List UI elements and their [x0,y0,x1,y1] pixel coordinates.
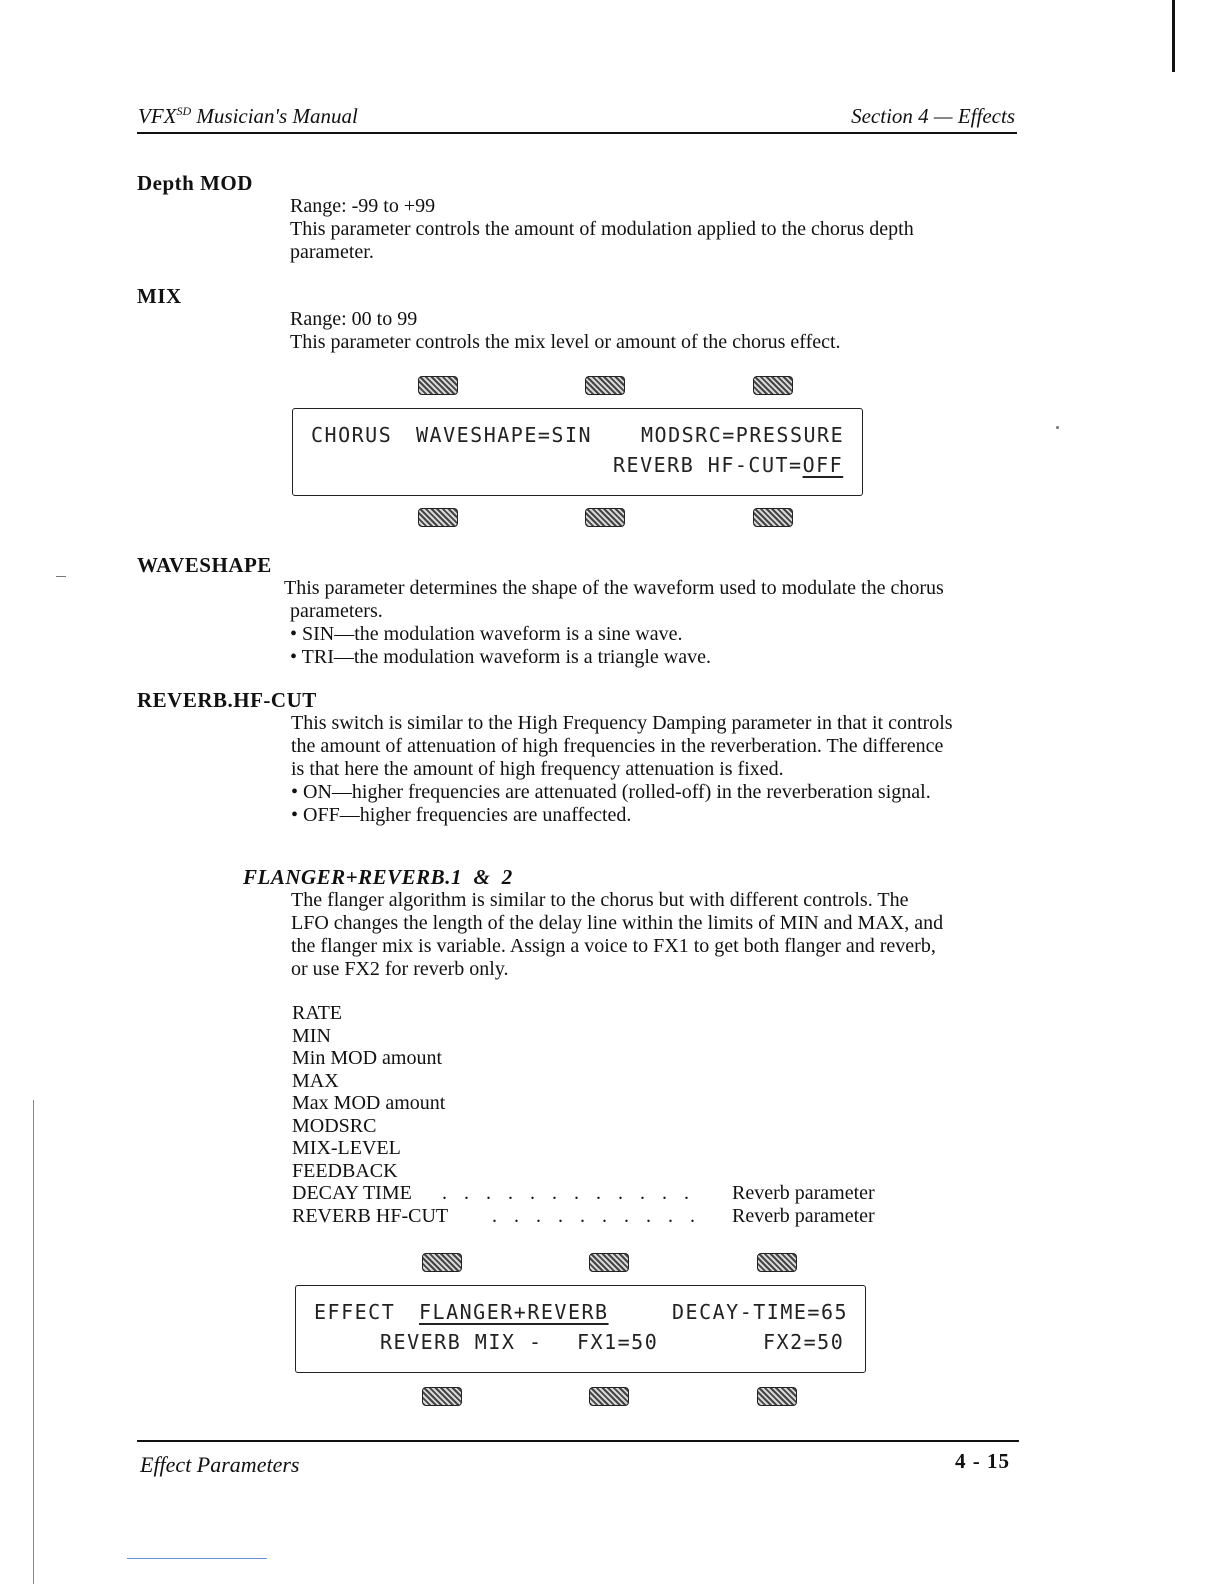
reverb-hfcut-heading: REVERB.HF-CUT [137,688,317,712]
soft-button-top-right[interactable] [757,1253,797,1272]
reverb-param-row [292,1182,912,1206]
reverb-hfcut-bullet: • ON—higher frequencies are attenuated (rolled-off) in the reverberation signal. [291,781,931,803]
depth-mod-body [290,195,914,264]
lcd-cell: FX2=50 [763,1330,845,1354]
soft-button-top-right[interactable] [753,376,793,395]
lcd-cursor-value: FLANGER+REVERB [419,1300,609,1324]
soft-button-bottom-center[interactable] [585,508,625,527]
header-rule [137,132,1017,134]
soft-button-bottom-left[interactable] [418,508,458,527]
param-item: FEEDBACK [292,1159,398,1182]
param-item: RATE [292,1002,342,1024]
scan-artifact-line [127,1558,267,1559]
soft-button-bottom-right[interactable] [753,508,793,527]
param-note: Reverb parameter [732,1205,875,1227]
param-item: REVERB HF-CUT [292,1205,449,1227]
page-edge-mark [1172,0,1175,72]
soft-button-bottom-center[interactable] [589,1387,629,1406]
depth-mod-text-line: parameter. [290,241,374,263]
waveshape-body [284,577,944,669]
flanger-heading: FLANGER+REVERB.1 & 2 [243,865,513,889]
param-item: DECAY TIME [292,1182,412,1204]
page-number: 4 - 15 [955,1449,1010,1473]
depth-mod-heading: Depth MOD [137,171,253,195]
leader-dots: . . . . . . . . . . . . [442,1182,695,1204]
mix-heading: MIX [137,284,182,308]
reverb-hfcut-body [291,712,953,827]
depth-mod-text-line: This parameter controls the amount of modulation applied to the chorus depth [290,218,914,240]
waveshape-bullet: • TRI—the modulation waveform is a triangle wave. [290,646,711,668]
reverb-hfcut-text-line: This switch is similar to the High Frequency Damping parameter in that it controls [291,712,953,734]
soft-button-top-left[interactable] [422,1253,462,1272]
margin-dot [1056,426,1059,429]
param-note: Reverb parameter [732,1182,875,1204]
soft-button-bottom-right[interactable] [757,1387,797,1406]
param-item: MIN [292,1024,331,1047]
mix-body [290,308,841,354]
lcd-cell: MODSRC=PRESSURE [641,423,845,447]
reverb-hfcut-text-line: the amount of attenuation of high frequencies in the reverberation. The difference [291,735,944,757]
waveshape-text-line: parameters. [290,600,383,622]
lcd-cell: FX1=50 [577,1330,659,1354]
reverb-hfcut-text-line: is that here the amount of high frequency attenuation is fixed. [291,758,784,780]
lcd-cell: REVERB MIX - [380,1330,543,1354]
param-item: Min MOD amount [292,1047,442,1069]
flanger-param-list [292,1002,445,1182]
soft-button-bottom-left[interactable] [422,1387,462,1406]
leader-dots: . . . . . . . . . . [492,1205,701,1227]
running-header-title: $VFX^{SD}$ Musician's Manual [138,104,358,128]
margin-tick [56,576,66,577]
footer-rule [137,1440,1019,1442]
param-item: MIX-LEVEL [292,1137,401,1159]
lcd-cell: CHORUS [311,423,393,447]
reverb-hfcut-bullet: • OFF—higher frequencies are unaffected. [291,804,632,826]
flanger-text-line: the flanger mix is variable. Assign a voice to FX1 to get both flanger and reverb, [291,935,936,957]
running-header-section: Section 4 — Effects [851,104,1015,128]
waveshape-text-line: This parameter determines the shape of the waveform used to modulate the chorus [284,577,944,599]
lcd-cursor-value: OFF [802,453,844,477]
lcd-cell: DECAY-TIME=65 [672,1300,849,1324]
depth-mod-range: Range: -99 to +99 [290,195,436,217]
soft-button-top-left[interactable] [418,376,458,395]
reverb-param-row [292,1205,912,1229]
lcd-display-effect [295,1285,866,1373]
flanger-body [291,889,943,981]
flanger-text-line: or use FX2 for reverb only. [291,958,509,980]
flanger-text-line: The flanger algorithm is similar to the chorus but with different controls. The [291,889,909,911]
binding-edge-line [33,1100,34,1584]
waveshape-bullet: • SIN—the modulation waveform is a sine wave. [290,623,683,645]
lcd-display-chorus [292,408,863,496]
waveshape-heading: WAVESHAPE [137,553,272,577]
lcd-cell: REVERB HF-CUT=OFF [613,453,844,477]
flanger-text-line: LFO changes the length of the delay line within the limits of MIN and MAX, and [291,912,944,934]
mix-range: Range: 00 to 99 [290,308,418,330]
footer-chapter: Effect Parameters [140,1452,300,1477]
soft-button-top-center[interactable] [585,376,625,395]
param-item: MODSRC [292,1114,377,1137]
lcd-cell: WAVESHAPE=SIN [416,423,593,447]
mix-text: This parameter controls the mix level or amount of the chorus effect. [290,331,841,353]
soft-button-top-center[interactable] [589,1253,629,1272]
param-item: Max MOD amount [292,1092,446,1114]
lcd-cell: EFFECT [314,1300,396,1324]
param-item: MAX [292,1069,339,1092]
